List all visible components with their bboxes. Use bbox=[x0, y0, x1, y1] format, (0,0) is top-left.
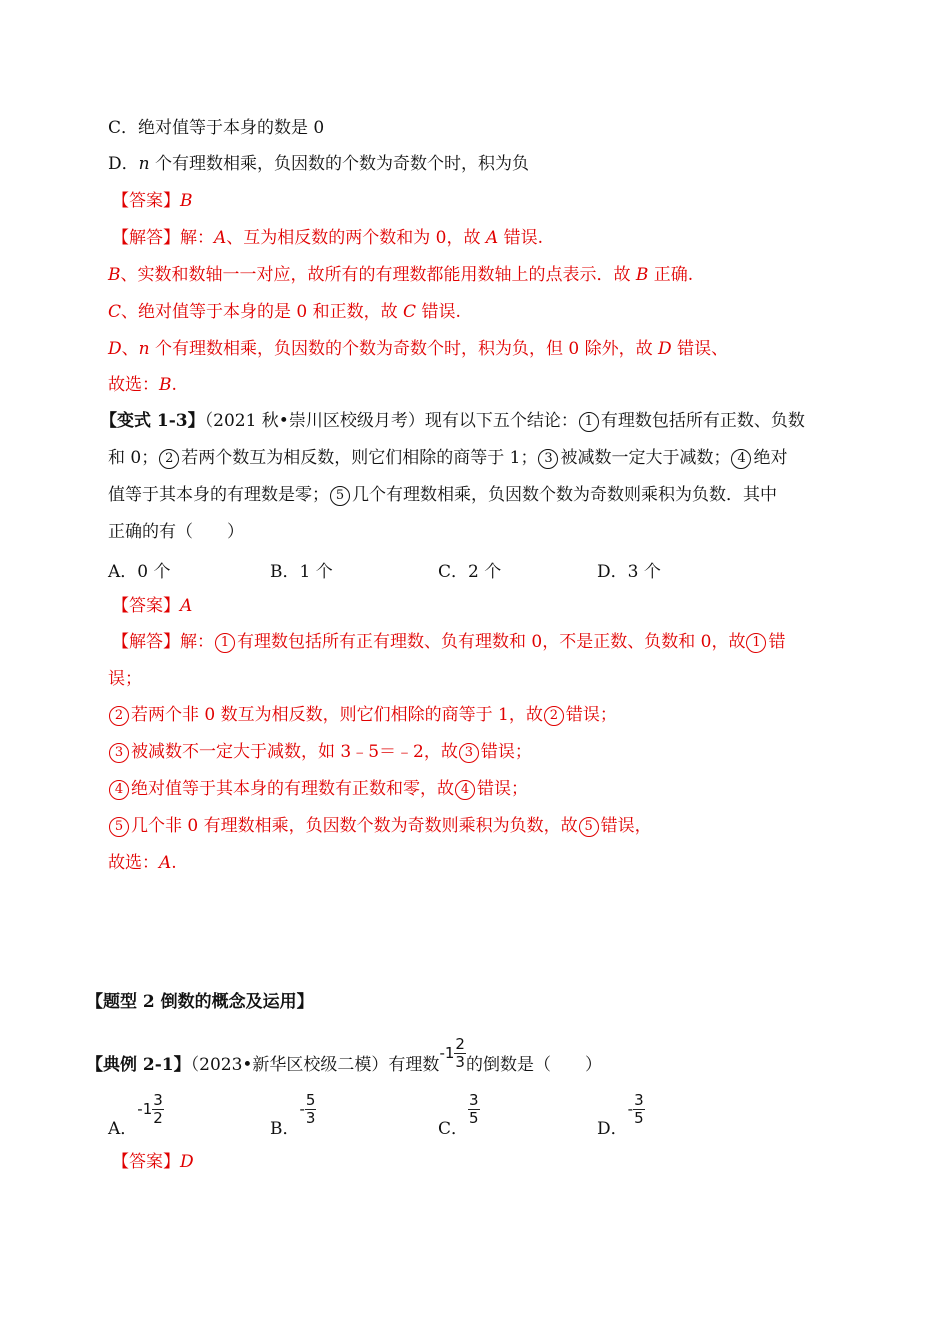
answer-line: 【答案】B bbox=[112, 191, 193, 211]
question-stem: 正确的有（ ） bbox=[108, 522, 244, 542]
option-a: A．-1 $\frac{3}{2}$ bbox=[108, 1091, 163, 1139]
circled-number: 2 bbox=[109, 706, 129, 726]
option-c: C．2 个 bbox=[438, 562, 502, 582]
option-d: D．- $\frac{3}{5}$ bbox=[597, 1091, 644, 1139]
option-d: D．n 个有理数相乘，负因数的个数为奇数个时，积为负 bbox=[108, 154, 529, 174]
solution-line: D、n 个有理数相乘，负因数的个数为奇数个时，积为负，但 0 除外，故 D 错误、 bbox=[108, 339, 729, 359]
question-stem: 值等于其本身的有理数是零； 5 几个有理数相乘，负因数个数为奇数则乘积为负数．其中 bbox=[108, 485, 777, 505]
circled-number: 5 bbox=[330, 486, 350, 506]
solution-line: 【解答】解： 1 有理数包括所有正有理数、负有理数和 0，不是正数、负数和 0，故 1 错 bbox=[112, 632, 786, 652]
choose-line: 故选：B. bbox=[108, 375, 177, 395]
circled-number: 1 bbox=[746, 633, 766, 653]
solution-line: B、实数和数轴一一对应，故所有的有理数都能用数轴上的点表示．故 B 正确. bbox=[108, 265, 694, 285]
circled-number: 4 bbox=[455, 780, 475, 800]
option-c: C． $\frac{3}{5}$ bbox=[438, 1091, 479, 1139]
circled-number: 3 bbox=[109, 743, 129, 763]
question-stem: 【变式 1-3】（2021 秋•崇川区校级月考）现有以下五个结论： 1 有理数包括所有正数、负数 bbox=[100, 411, 805, 431]
solution-line: 【解答】解：A、互为相反数的两个数和为 0，故 A 错误. bbox=[112, 228, 543, 248]
circled-number: 1 bbox=[579, 412, 599, 432]
circled-number: 3 bbox=[538, 449, 558, 469]
circled-number: 1 bbox=[215, 633, 235, 653]
circled-number: 4 bbox=[109, 780, 129, 800]
solution-line: 5 几个非 0 有理数相乘，负因数个数为奇数则乘积为负数，故 5 错误， bbox=[108, 814, 652, 838]
option-a: A．0 个 bbox=[108, 562, 171, 582]
circled-number: 5 bbox=[109, 817, 129, 837]
answer-line: 【答案】D bbox=[112, 1152, 194, 1172]
circled-number: 2 bbox=[544, 706, 564, 726]
option-d: D．3 个 bbox=[597, 562, 661, 582]
solution-line: C、绝对值等于本身的是 0 和正数，故 C 错误. bbox=[108, 302, 461, 322]
option-b: B．1 个 bbox=[270, 562, 333, 582]
solution-line: 2 若两个非 0 数互为相反数，则它们相除的商等于 1，故 2 错误； bbox=[108, 703, 617, 727]
choose-line: 故选：A. bbox=[108, 853, 177, 873]
solution-line: 3 被减数不一定大于减数，如 3﹣5＝﹣2，故 3 错误； bbox=[108, 740, 532, 764]
solution-line: 4 绝对值等于其本身的有理数有正数和零，故 4 错误； bbox=[108, 777, 528, 801]
option-b: B．- $\frac{5}{3}$ bbox=[270, 1091, 316, 1139]
option-c: C．绝对值等于本身的数是 0 bbox=[108, 118, 325, 138]
question-stem: 和 0； 2 若两个数互为相反数，则它们相除的商等于 1； 3 被减数一定大于减数； 4 绝对 bbox=[108, 448, 788, 468]
circled-number: 3 bbox=[459, 743, 479, 763]
circled-number: 4 bbox=[731, 449, 751, 469]
answer-line: 【答案】A bbox=[112, 596, 193, 616]
section-title: 【题型 2 倒数的概念及运用】 bbox=[86, 992, 314, 1012]
question-stem: 【典例 2-1】（2023•新华区校级二模）有理数-1 $\frac{2}{3}$ 的倒数是（ ） bbox=[86, 1035, 602, 1075]
circled-number: 5 bbox=[579, 817, 599, 837]
solution-line: 误； bbox=[108, 669, 142, 689]
mixed-number: -1 $\frac{2}{3}$ bbox=[439, 1035, 465, 1071]
circled-number: 2 bbox=[159, 449, 179, 469]
